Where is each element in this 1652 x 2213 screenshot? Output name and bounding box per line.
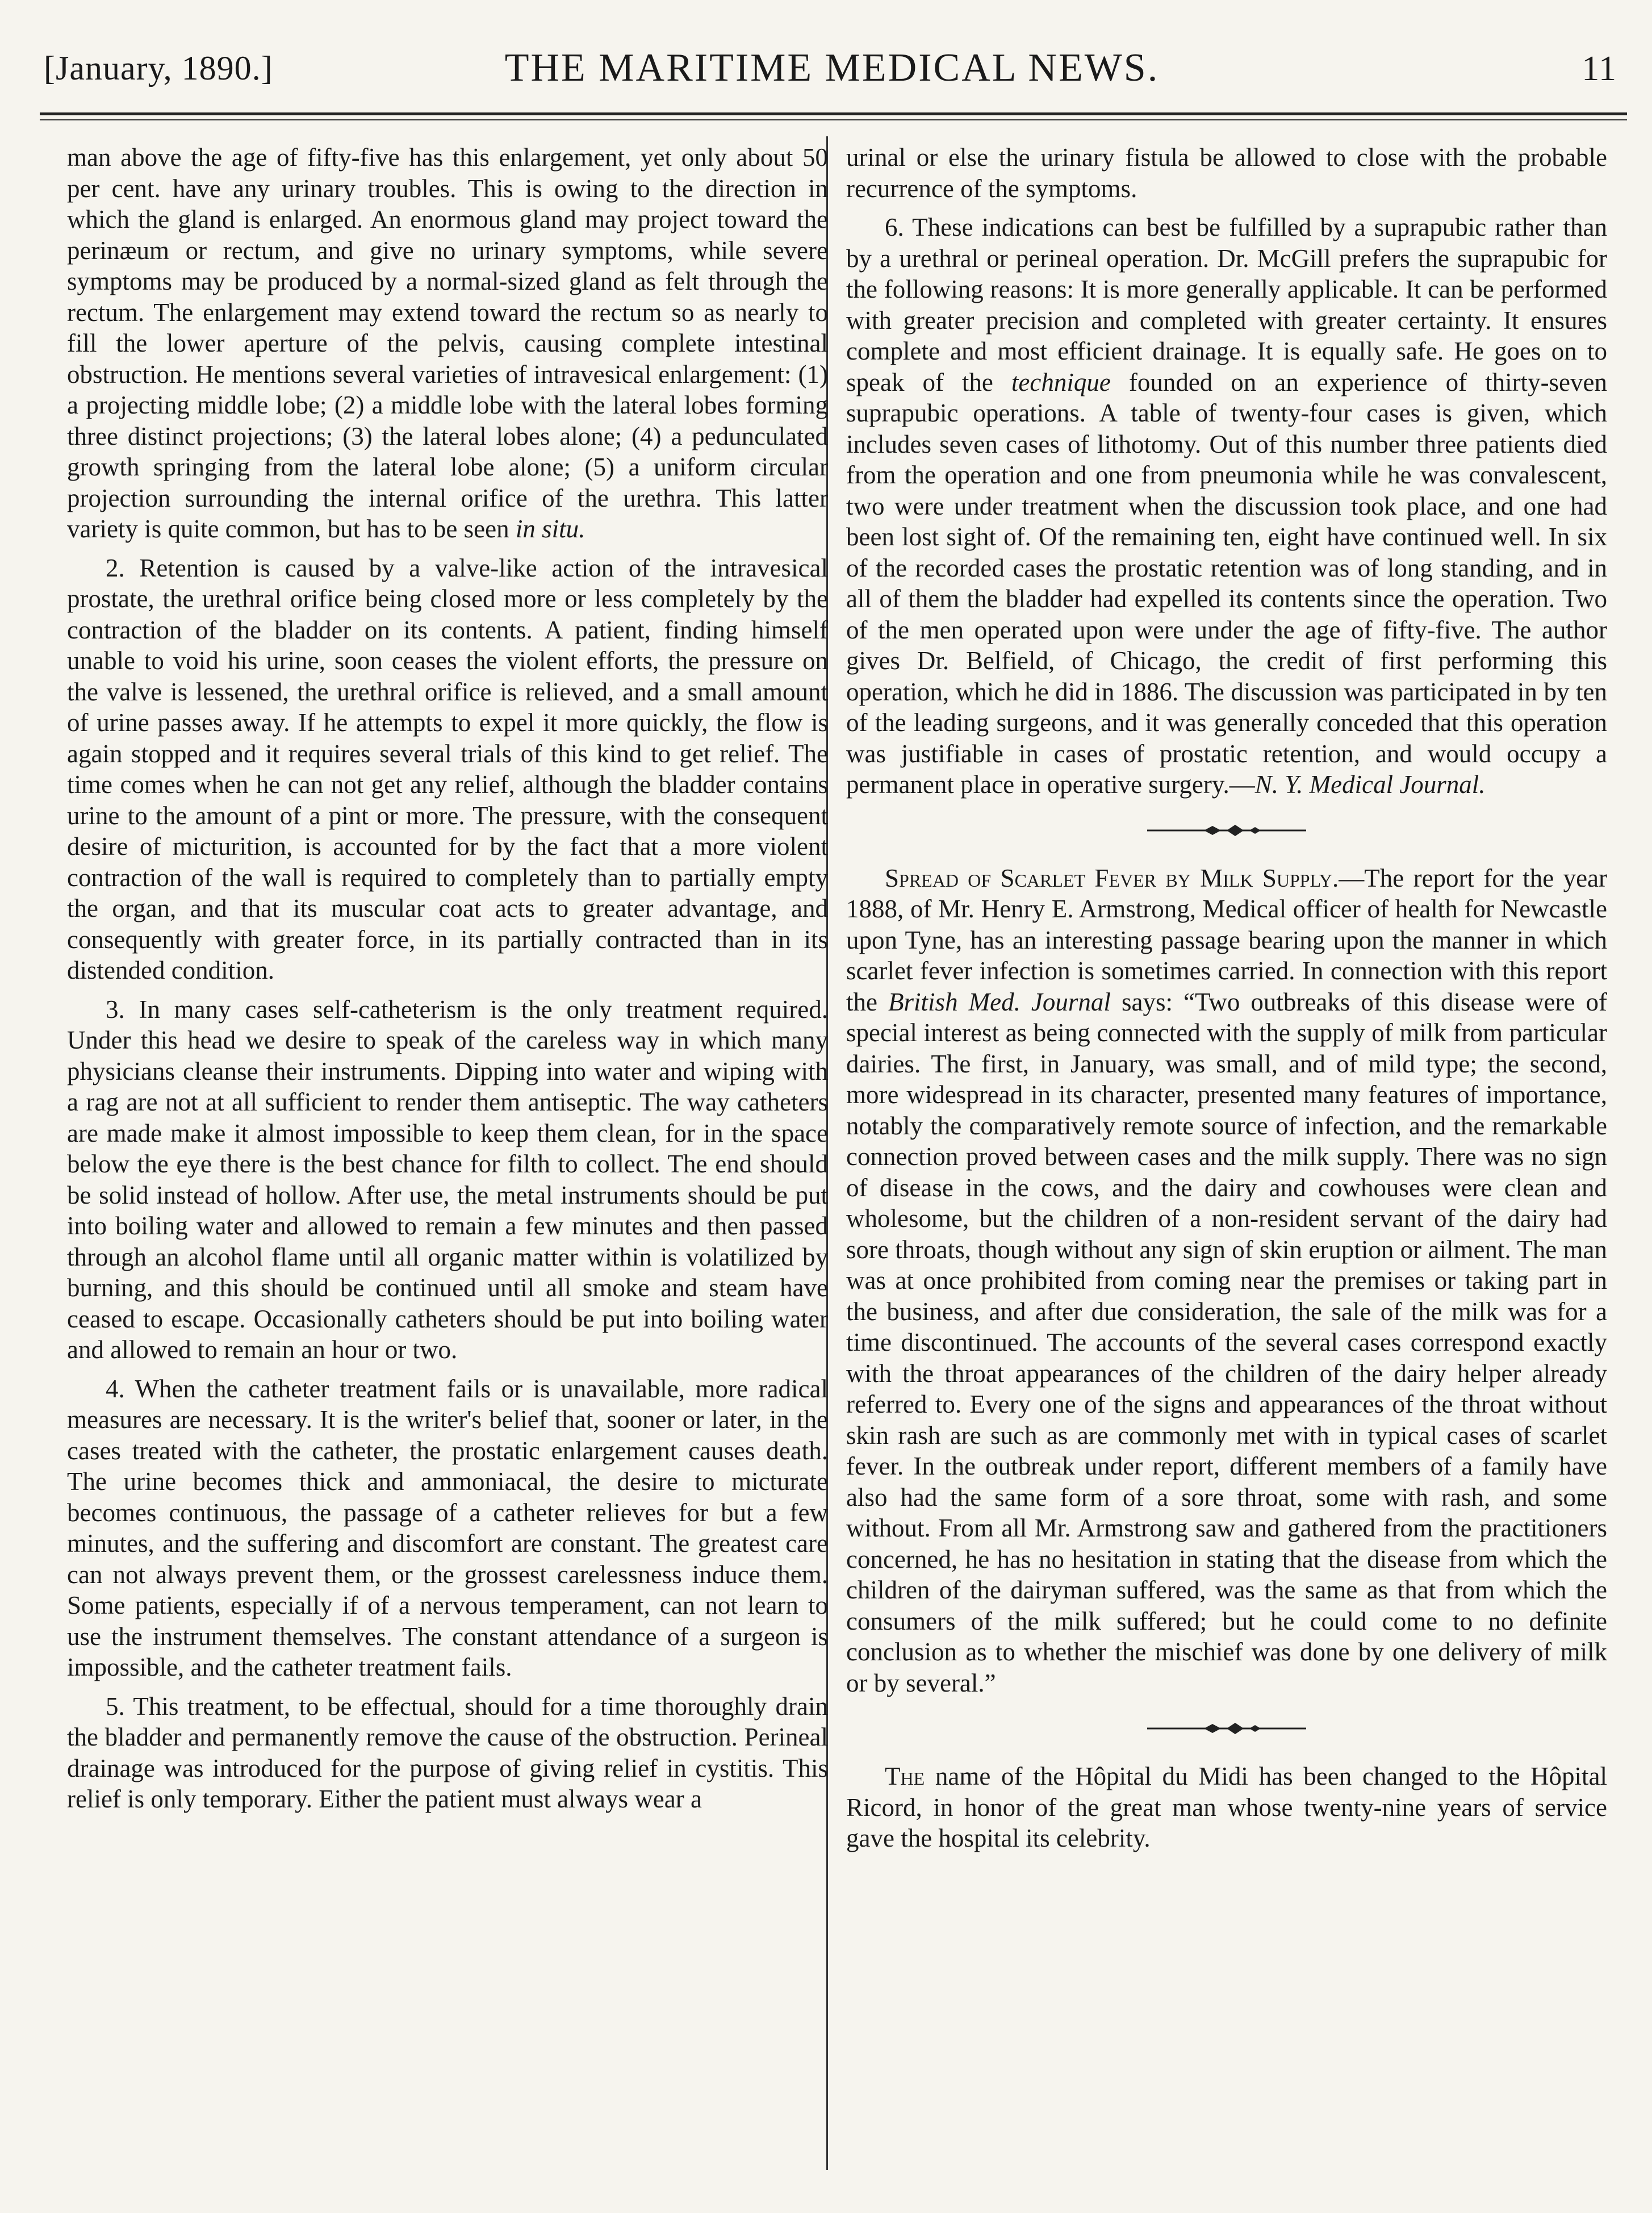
source-citation: N. Y. Medical Journal. xyxy=(1254,770,1486,799)
paragraph-text: man above the age of fifty-five has this enlargement, yet only about 50 per cent. have any urinary troubles. This is owing to the direction in which the gland is enlarged. An enormous gland may project toward the perinæum or rectum, and give no urinary symptoms, while severe symptoms may be produced by a normal-sized gland as felt through the rectum. The enlargement may extend toward the rectum so as nearly to fill the lower aperture of the pelvis, causing complete intestinal obstruction. He mentions several varieties of intravesical enlargement: (1) a projecting middle lobe; (2) a middle lobe with the lateral lobes forming three distinct projections; (3) the lateral lobes alone; (4) a pedunculated growth springing from the lateral lobe alone; (5) a uniform circular projection surrounding the internal orifice of the urethra. This latter variety is quite common, but has to be seen xyxy=(67,143,828,543)
right-column xyxy=(846,142,1607,1862)
article-hopital-ricord xyxy=(846,1761,1607,1854)
paragraph-text: founded on an experience of thirty-seven suprapubic operations. A table of twenty-four cases is given, which includes seven cases of lithotomy. Out of this number three patients died from the operation and one from pneumonia while he was convalescent, two were under treatment when the discussion took place, and one had been lost sight of. Of the remaining ten, eight have continued well. In six of the recorded cases the prostatic retention was of long standing, and in all of them the bladder had expelled its contents since the operation. Two of the men operated upon were under the age of fifty-five. The author gives Dr. Belfield, of Chicago, the credit of first performing this operation, which he did in 1886. The discussion was participated in by ten of the leading surgeons, and it was generally conceded that this operation was justifiable in cases of prostatic retention, and would occupy a permanent place in operative surgery.— xyxy=(846,368,1608,799)
paragraph-treatment: 5. This treatment, to be effectual, should for a time thoroughly drain the bladder and permanently remove the cause of the obstruction. Perineal drainage was introduced for the purpose of giving relief in cystitis. This relief is only temporary. Either the patient must always wear a xyxy=(67,1692,828,1813)
page-header xyxy=(37,44,1627,107)
lead-word: The xyxy=(885,1762,925,1790)
paragraph-suprapubic xyxy=(846,212,1607,800)
italic-text: in situ. xyxy=(515,515,585,543)
journal-title: THE MARITIME MEDICAL NEWS. xyxy=(504,46,1160,90)
article-heading: Spread of Scarlet Fever by Milk Supply. xyxy=(885,863,1339,892)
page-number: 11 xyxy=(1582,49,1617,88)
paragraph-continued xyxy=(67,142,828,545)
paragraph-radical-measures: 4. When the catheter treatment fails or is unavailable, more radical measures are necessary. It is the writer's belief that, sooner or later, in the cases treated with the catheter, the prostatic enlargement causes death. The urine becomes thick and ammoniacal, the desire to micturate becomes continuous, the passage of a catheter relieves for but a few minutes, and the suffering and discomfort are constant. The greatest care can not always prevent them, or the grossest carelessness induce them. Some patients, especially if of a nervous temperament, can not learn to use the instrument themselves. The constant attendance of a surgeon is impossible, and the catheter treatment fails. xyxy=(67,1374,828,1681)
header-rule-thin xyxy=(40,119,1627,120)
italic-text: technique xyxy=(1011,368,1111,396)
italic-text: British Med. Journal xyxy=(888,987,1111,1016)
ornamental-divider xyxy=(1141,1721,1312,1736)
issue-date: [January, 1890.] xyxy=(44,49,273,87)
paragraph-catheterism: 3. In many cases self-catheterism is the only treatment required. Under this head we desire to speak of the careless way in which many physicians cleanse their instruments. Dipping into water and wiping with a rag are not at all sufficient to render them antiseptic. The way catheters are made make it almost impossible to keep them clean, for in the space below the eye there is the best chance for filth to collect. The end should be solid instead of hollow. After use, the metal instruments should be put into boiling water and allowed to remain a few minutes and then passed through an alcohol flame until all organic matter within is volatilized by burning, and this should be continued until all smoke and steam have ceased to escape. Occasionally catheters should be put into boiling water and allowed to remain an hour or two. xyxy=(67,995,828,1364)
paragraph-urinal: urinal or else the urinary fistula be allowed to close with the probable recurrence of the symptoms. xyxy=(846,143,1607,203)
ornamental-divider xyxy=(1141,823,1312,838)
paragraph-text: says: “Two outbreaks of this disease were of special interest as being connected with the supply of milk from particular dairies. The first, in January, was small, and of mild type; the second, more widespread in its character, presented many features of importance, notably the comparatively remote source of infection, and the remarkable connection proved between cases and the milk supply. There was no sign of disease in the cows, and the dairy and cowhouses were clean and wholesome, but the children of a non-resident servant of the dairy had sore throats, though without any sign of skin eruption or ailment. The man was at once prohibited from coming near the premises or taking part in the business, and after due consideration, the sale of the milk was for a time discontinued. The accounts of the several cases correspond exactly with the throat appearances of the children of the dairy helper already referred to. Every one of the signs and appearances of the throat without skin rash are such as are commonly met with in typical cases of scarlet fever. In the outbreak under report, different members of a family have also had the same form of a sore throat, some with rash, and some without. From all Mr. Armstrong saw and gathered from the practitioners concerned, he has no hesitation in stating that the disease from which the children of the dairyman suffered, was the same as that from which the consumers of the milk suffered; but he could come to no definite conclusion as to whether the mischief was done by one delivery of milk or by several.” xyxy=(846,987,1607,1697)
paragraph-text: 6. These indications can best be fulfilled by a suprapubic rather than by a urethral or perineal operation. Dr. McGill prefers the suprapubic for the following reasons: It is more generally applicable. It can be performed with greater precision and completed with greater certainty. It ensures complete and most efficient drainage. It is equally safe. He goes on to speak of the xyxy=(846,213,1607,396)
paragraph-text: name of the Hôpital du Midi has been changed to the Hôpital Ricord, in honor of the great man whose twenty-nine years of service gave the hospital its celebrity. xyxy=(846,1762,1607,1852)
paragraph-retention: 2. Retention is caused by a valve-like action of the intravesical prostate, the urethral orifice being closed more or less completely by the contraction of the bladder on its contents. A patient, finding himself unable to void his urine, soon ceases the violent efforts, the pressure on the valve is lessened, the urethral orifice is relieved, and a small amount of urine passes away. If he attempts to expel it more quickly, the flow is again stopped and it requires several trials of this kind to get relief. The time comes when he can not get any relief, although the bladder contains urine to the amount of a pint or more. The pressure, with the consequent desire of micturition, is accounted for by the fact that a more violent contraction of the wall is required to completely than to partially empty the organ, and that its muscular coat acts to greater advantage, and consequently with greater force, in its partially contracted than in its distended condition. xyxy=(67,553,828,984)
article-scarlet-fever xyxy=(846,863,1607,1699)
header-rule xyxy=(40,112,1627,115)
paragraph-text: —The report for the year 1888, of Mr. Henry E. Armstrong, Medical officer of health for Newcastle upon Tyne, has an interesting passage bearing upon the manner in which scarlet fever infection is sometimes carried. In connection with this report the xyxy=(846,863,1607,1016)
left-column xyxy=(67,142,828,1823)
